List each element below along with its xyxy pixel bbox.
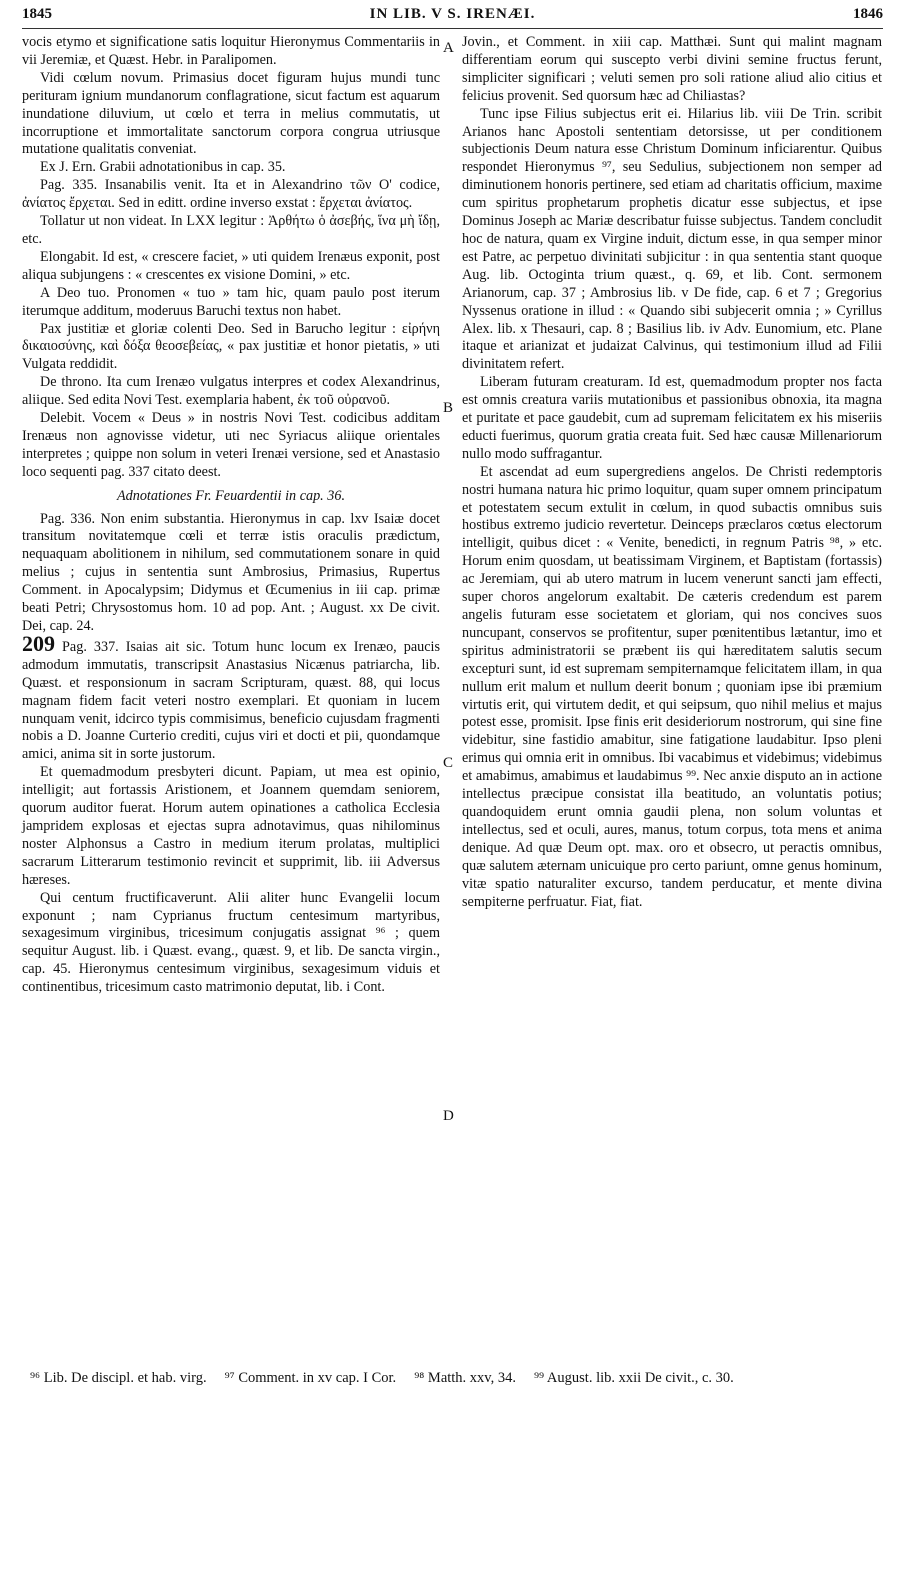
paragraph: Jovin., et Comment. in xiii cap. Matthæi. Sunt qui malint magnam differentiam eorum qui suscepto verbi divini semine fructus ferunt, simpliciter significari ; veluti semen pro soli ratione aliud alio citius et felicius provenit. Sed quorsum hæc ad Chiliastas?: [462, 34, 882, 104]
paragraph: vocis etymo et significatione satis loquitur Hieronymus Commentariis in vii Jeremiæ, et Quæst. Hebr. in Paralipomen.: [22, 34, 440, 68]
page-header: [22, 6, 883, 28]
footnotes: [30, 1369, 883, 1388]
right-column: [462, 34, 882, 911]
margin-letter-b: B: [443, 400, 454, 416]
paragraph: Ex J. Ern. Grabii adnotationibus in cap. 35.: [40, 159, 286, 176]
paragraph: Pag. 336. Non enim substantia. Hieronymus in cap. lxv Isaiæ docet transitum novitatemque cœli et terræ istis oraculis prædictum, nequaquam abolitionem in nihilum, sed commutationem sonare in quid melius ; cujus in sententia sunt Ambrosius, Primasius, Rupertus Comment. in Apocalypsim; Didymus et Œcumenius in iii cap. primæ beati Petri; Chrysostomus hom. 10 ad pop. Ant. ; August. xx De civit. Dei, cap. 24.: [22, 510, 440, 634]
margin-letter-d: D: [443, 1108, 454, 1124]
running-title: IN LIB. V S. IRENÆI.: [369, 6, 536, 22]
paragraph: Pax justitiæ et gloriæ colenti Deo. Sed in Barucho legitur : εἰρήνη δικαιοσύνης, καὶ δόξα θεοσεβείας, « pax justitiæ et honor pietatis, » uti Vulgata reddidit.: [22, 320, 440, 373]
paragraph: Vidi cœlum novum. Primasius docet figuram hujus mundi tunc perituram ignium mundanorum conflagratione, sicut factum est aquarum inundatione diluvium, ut cœlo et terra in melius commutatis, ut incorruptione et immortalitate sanctorum corpora congrua utriusque mutatione qualitatis conveniat.: [22, 69, 440, 158]
left-column: [22, 34, 440, 997]
section-heading: Adnotationes Fr. Feuardentii in cap. 36.: [116, 487, 346, 504]
paragraph: Tunc ipse Filius subjectus erit ei. Hilarius lib. viii De Trin. scribit Arianos hanc Apostoli sententiam detorsisse, ut per conditionem subjectionis Deum natura esse Christum Dominum inficiarentur. Quibus respondet Hieronymus ⁹⁷, seu Sedulius, subjectionem non semper ad diminutionem honoris pertinere, sed etiam ad charitatis officium, maxime cum spiritus prophetarum prophetis dicatur esse subjectus, et ipse Dominus Joseph ac Mariæ describatur fuisse subjectus. Tandem concludit hoc de natura, quam ex Virgine induit, dictum esse, in qua semper minor est Patre, ac perpetuo divinitati subjicitur : in qua sententia stant quoque Aug. lib. Octoginta trium quæst., q. 69, et lib. Cont. sermonem Arianorum, cap. 37 ; Ambrosius lib. v De fide, cap. 6 et 7 ; Gregorius Nyssenus oratione in illud : « Quando sibi subjecerit omnia ; » Cyrillus Alex. lib. x Thesauri, cap. 8 ; Basilius lib. iv Adv. Eunomium, etc. Plane itaque et arianizat et judaizat Calvinus, qui testimonium illud ad Filii divinitatem refert.: [462, 105, 882, 373]
paragraph: De throno. Ita cum Irenæo vulgatus interpres et codex Alexandrinus, aliique. Sed edita Novi Test. exemplaria habent, ἐκ τοῦ οὐρανοῦ.: [22, 374, 440, 409]
paragraph: Et ascendat ad eum supergrediens angelos. De Christi redemptoris nostri humana natura hic primo loquitur, quam super omnem principatum et potestatem secum extulit in cœlum, in quod subactis omnibus suis hostibus extremo judicio revertetur. Deinceps præclaros cœtus electorum intelligit, quibus dicet : « Venite, benedicti, in regnum Patris ⁹⁸, » etc. Horum enim quosdam, ut beatissimam Virginem, et Baptistam (fortassis) ac Jeremiam, qui ab utero matrum in lucem venerunt sancti jam effecti, super choros angelorum exaltabit. De cæteris credendum est parem angelis futuram esse societatem et gloriam, qui nos concives suos nuncupant, conservos se profitentur, super pœnitentibus lætantur, imo et spiritus administratorii se præbent iis qui hæreditatem salutis secum excepturi sunt, id est supremam sempiternamque felicitatem illam, in qua nullum erit malum et nullum deerit bonum ; quoniam ipse ibi præmium virtutis erit, qui virtutem dedit, et qui seipsum, quo nihil melius et majus potest esse, promisit. Ipse finis erit desideriorum nostrorum, qui sine fine videbitur, sine fastidio amabitur, sine fatigatione laudabitur. Ipso pleni erimus qui omnia erit in omnibus. Ibi vacabimus et videbimus; videbimus et amabimus, amabimus et laudabimus ⁹⁹. Nec anxie disputo an in actione intellectus præcipue consistat illa beatitudo, an voluntatis potius; quandoquidem erunt omnia gaudii plena, non solum voluntas et intellectus, sed et oculi, aures, manus, totum corpus, tota mens et anima denique. Ad quæ Deum opt. max. oro et obsecro, ut peractis omnibus, quæ salutem æternam unicuique pro certo pariunt, omne genus hominum, vitæ spatio naturaliter excurso, tandem perducatur, et mente divina sempiterne perfruatur. Fiat, fiat.: [462, 463, 882, 910]
footnote: ⁹⁹ August. lib. xxii De civit., c. 30.: [534, 1370, 734, 1386]
paragraph-numbered: [22, 630, 440, 764]
paragraph: Elongabit. Id est, « crescere faciet, » uti quidem Irenæus exponit, post aliqua subjungens : « crescentes ex visione Domini, » etc.: [22, 248, 440, 283]
page-number-right: 1846: [853, 6, 883, 22]
paragraph: Delebit. Vocem « Deus » in nostris Novi Test. codicibus additam Irenæus non agnovisse videtur, uti nec Syriacus aliique orientales interpretes ; quippe non solum in veteri Irenæi versione, sed et Anastasio loco sequenti pag. 337 citato deest.: [22, 410, 440, 480]
page-number-left: 1845: [22, 6, 52, 22]
footnote: ⁹⁸ Matth. xxv, 34.: [414, 1370, 516, 1386]
margin-letter-a: A: [443, 40, 454, 56]
paragraph-text: Pag. 337. Isaias ait sic. Totum hunc locum ex Irenæo, paucis admodum immutatis, transcripsit Anastasius Nicænus patriarcha, lib. Quæst. et responsionum in sacram Scripturam, quæst. 88, qui locus magnam fidem facit veteri nostro exemplari. Et quoniam in lucem nunquam venit, idcirco typis commisimus, beneficio cujusdam fragmenti nobis a D. Joanne Curterio crediti, cujus viri et docti et pii, quondamque amici, anima sit in sorte justorum.: [22, 638, 440, 763]
paragraph: Liberam futuram creaturam. Id est, quemadmodum propter nos facta est omnis creatura variis mutationibus et passionibus obnoxia, ita magna et puritate et pace gaudebit, cum ad supremam felicitatem ex his miseriis educti fuerimus, quorum gratia creata fuit. Sed hæc causæ Millenariorum nullo modo suffragantur.: [462, 374, 882, 462]
footnote: ⁹⁷ Comment. in xv cap. I Cor.: [224, 1370, 397, 1386]
paragraph: Qui centum fructificaverunt. Alii aliter hunc Evangelii locum exponunt ; nam Cyprianus fructum centesimum martyribus, sexagesimum virginibus, tricesimum conjugatis assignat ⁹⁶ ; quem sequitur August. lib. i Quæst. evang., quæst. 9, et lib. De sancta virgin., cap. 45. Hieronymus centesimum virginibus, sexagesimum viduis et continentibus, tricesimum casto matrimonio deputat, lib. i Cont.: [22, 889, 440, 996]
section-number: 209: [22, 630, 55, 656]
paragraph: Pag. 335. Insanabilis venit. Ita et in Alexandrino τῶν Ο' codice, ἀνίατος ἔρχεται. Sed in editt. ordine inverso exstat : ἔρχεται ἀνίατος.: [22, 177, 440, 212]
margin-letter-c: C: [443, 755, 454, 771]
header-rule: [22, 28, 883, 29]
paragraph: Tollatur ut non videat. In LXX legitur : Ἀρθήτω ὁ ἀσεβής, ἵνα μὴ ἴδῃ, etc.: [22, 213, 440, 247]
footnote: ⁹⁶ Lib. De discipl. et hab. virg.: [30, 1370, 207, 1386]
paragraph: A Deo tuo. Pronomen « tuo » tam hic, quam paulo post iterum iterumque additum, moderuus Baruchi textus non habet.: [22, 284, 440, 319]
paragraph: Et quemadmodum presbyteri dicunt. Papiam, ut mea est opinio, intelligit; aut fortassis Aristionem, et Joannem quemdam seniorem, quorum auditor fuerat. Horum autem opinationes a catholica Ecclesia jampridem explosas et ejectas supra adnotavimus, quas nihilominus noster Alphonsus a Castro in medium iterum prolatas, multiplici sacrarum Litterarum testimonio revincit et supprimit, lib. iii Adversus hæreses.: [22, 764, 440, 888]
